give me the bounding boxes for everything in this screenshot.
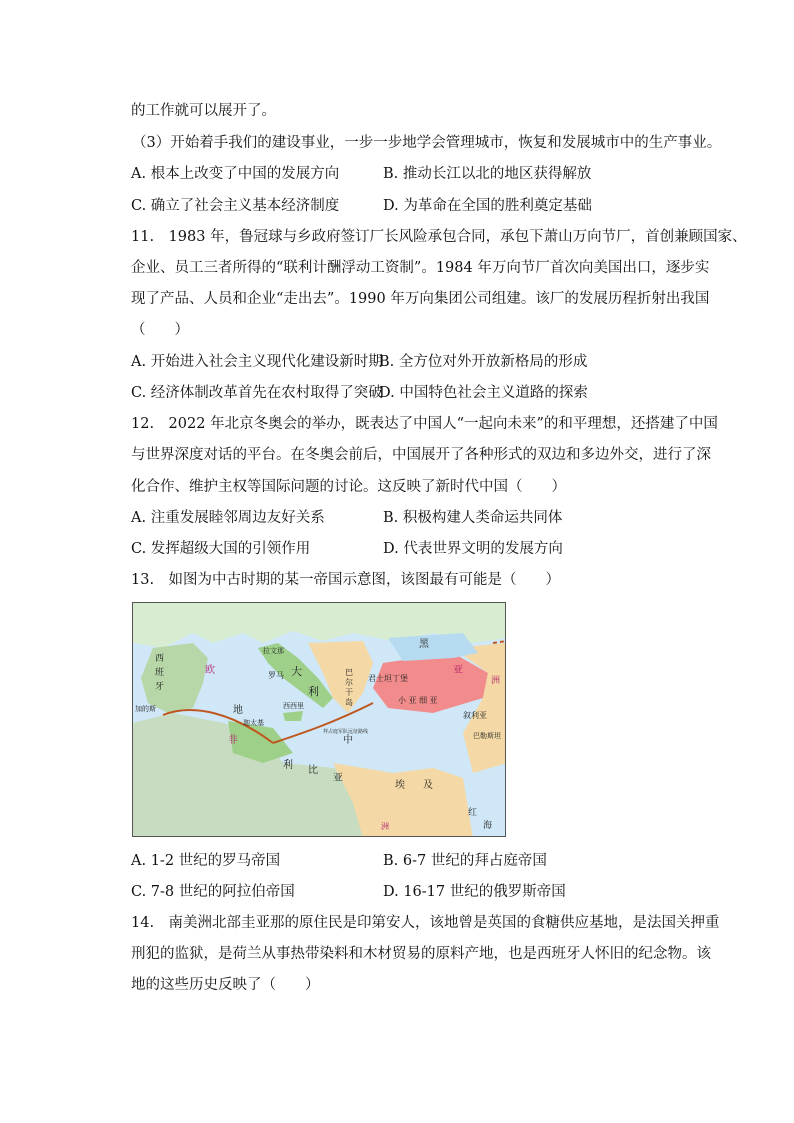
q11-option-a[interactable]: A. 开始进入社会主义现代化建设新时期 <box>131 354 383 370</box>
q11-option-b[interactable]: B. 全方位对外开放新格局的形成 <box>379 354 588 370</box>
map-label: 地 <box>233 705 243 716</box>
map-label: 罗马 <box>268 671 284 680</box>
question-13-stem: 13. 如图为中古时期的某一帝国示意图，该图最有可能是（ ） <box>131 572 561 588</box>
q13-option-a[interactable]: A. 1-2 世纪的罗马帝国 <box>131 853 281 869</box>
map-label: 亚 <box>453 665 463 676</box>
q13-option-d[interactable]: D. 16-17 世纪的俄罗斯帝国 <box>383 884 566 900</box>
q10-option-d[interactable]: D. 为革命在全国的胜利奠定基础 <box>383 198 592 214</box>
q10-option-b[interactable]: B. 推动长江以北的地区获得解放 <box>383 166 592 182</box>
q12-option-c[interactable]: C. 发挥超级大国的引领作用 <box>131 541 311 557</box>
map-label: 牙 <box>155 682 165 692</box>
map-label: 利 <box>283 760 293 771</box>
map-label: 大 <box>291 665 302 678</box>
map-label: 黑 <box>419 639 429 650</box>
q12-option-d[interactable]: D. 代表世界文明的发展方向 <box>383 541 563 557</box>
map-label: 比 <box>308 765 318 776</box>
map-label: 洲 <box>381 822 389 831</box>
map-label: 埃 <box>395 780 405 791</box>
q11-option-c[interactable]: C. 经济体制改革首先在农村取得了突破 <box>131 385 383 401</box>
map-label: 非 <box>228 735 238 746</box>
question-11-stem: （ ） <box>131 322 189 338</box>
question-12-stem: 与世界深度对话的平台。在冬奥会前后，中国展开了各种形式的双边和多边外交，进行了深 <box>131 447 711 463</box>
q12-option-b[interactable]: B. 积极构建人类命运共同体 <box>383 510 563 526</box>
q10-option-c[interactable]: C. 确立了社会主义基本经济制度 <box>131 198 340 214</box>
map-label: 西西里 <box>283 702 304 710</box>
map-label: 加的斯 <box>135 705 156 713</box>
question-11-stem: 现了产品、人员和企业“走出去”。1990 年万向集团公司组建。该厂的发展历程折射出我国 <box>131 291 710 307</box>
map-label: 西 <box>155 654 165 664</box>
question-14-stem: 14. 南美洲北部圭亚那的原住民是印第安人，该地曾是英国的食糖供应基地，是法国关押重 <box>131 915 720 931</box>
map-label: 君士坦丁堡 <box>368 674 408 683</box>
q13-option-b[interactable]: B. 6-7 世纪的拜占庭帝国 <box>383 853 547 869</box>
question-12-stem: 12. 2022 年北京冬奥会的举办，既表达了中国人“一起向未来”的和平理想，还搭建了中国 <box>131 416 718 432</box>
empire-map-figure <box>132 602 506 837</box>
map-label: 巴勒斯坦 <box>473 732 501 740</box>
map-label: 及 <box>423 780 433 791</box>
map-svg <box>133 603 506 837</box>
q11-option-d[interactable]: D. 中国特色社会主义道路的探索 <box>379 385 588 401</box>
question-10-part3: （3）开始着手我们的建设事业，一步一步地学会管理城市，恢复和发展城市中的生产事业。 <box>132 135 722 151</box>
map-label: 海 <box>483 821 493 831</box>
map-label: 拉文那 <box>263 647 284 655</box>
question-14-stem: 地的这些历史反映了（ ） <box>131 977 320 993</box>
q13-option-c[interactable]: C. 7-8 世纪的阿拉伯帝国 <box>131 884 295 900</box>
map-label: 拜占庭军队远征路线 <box>323 729 369 735</box>
map-label: 叙利亚 <box>463 711 487 720</box>
map-label: 小 亚 细 亚 <box>398 696 438 705</box>
map-label: 亚 <box>333 773 343 784</box>
map-label: 红 <box>468 808 478 818</box>
q10-option-a[interactable]: A. 根本上改变了中国的发展方向 <box>131 166 340 182</box>
map-label: 岛 <box>345 698 353 707</box>
map-label: 欧 <box>205 665 215 676</box>
question-11-stem: 企业、员工三者所得的“联利计酬浮动工资制”。1984 年万向节厂首次向美国出口，逐步实 <box>131 260 710 276</box>
text-line: 的工作就可以展开了。 <box>131 103 276 119</box>
map-label: 尔 <box>345 678 353 687</box>
map-label: 洲 <box>491 676 501 686</box>
map-label: 中 <box>343 735 353 746</box>
map-label: 班 <box>155 668 165 678</box>
question-14-stem: 刑犯的监狱，是荷兰从事热带染料和木材贸易的原料产地，也是西班牙人怀旧的纪念物。该 <box>131 946 711 962</box>
map-label: 干 <box>345 688 353 697</box>
question-12-stem: 化合作、维护主权等国际问题的讨论。这反映了新时代中国（ ） <box>131 479 566 495</box>
map-label: 巴 <box>345 668 353 677</box>
q12-option-a[interactable]: A. 注重发展睦邻周边友好关系 <box>131 510 325 526</box>
map-label: 利 <box>308 685 319 698</box>
question-11-stem: 11. 1983 年，鲁冠球与乡政府签订厂长风险承包合同，承包下萧山万向节厂，首创兼顾国家、 <box>131 229 747 245</box>
map-label: 迦太基 <box>243 719 264 727</box>
